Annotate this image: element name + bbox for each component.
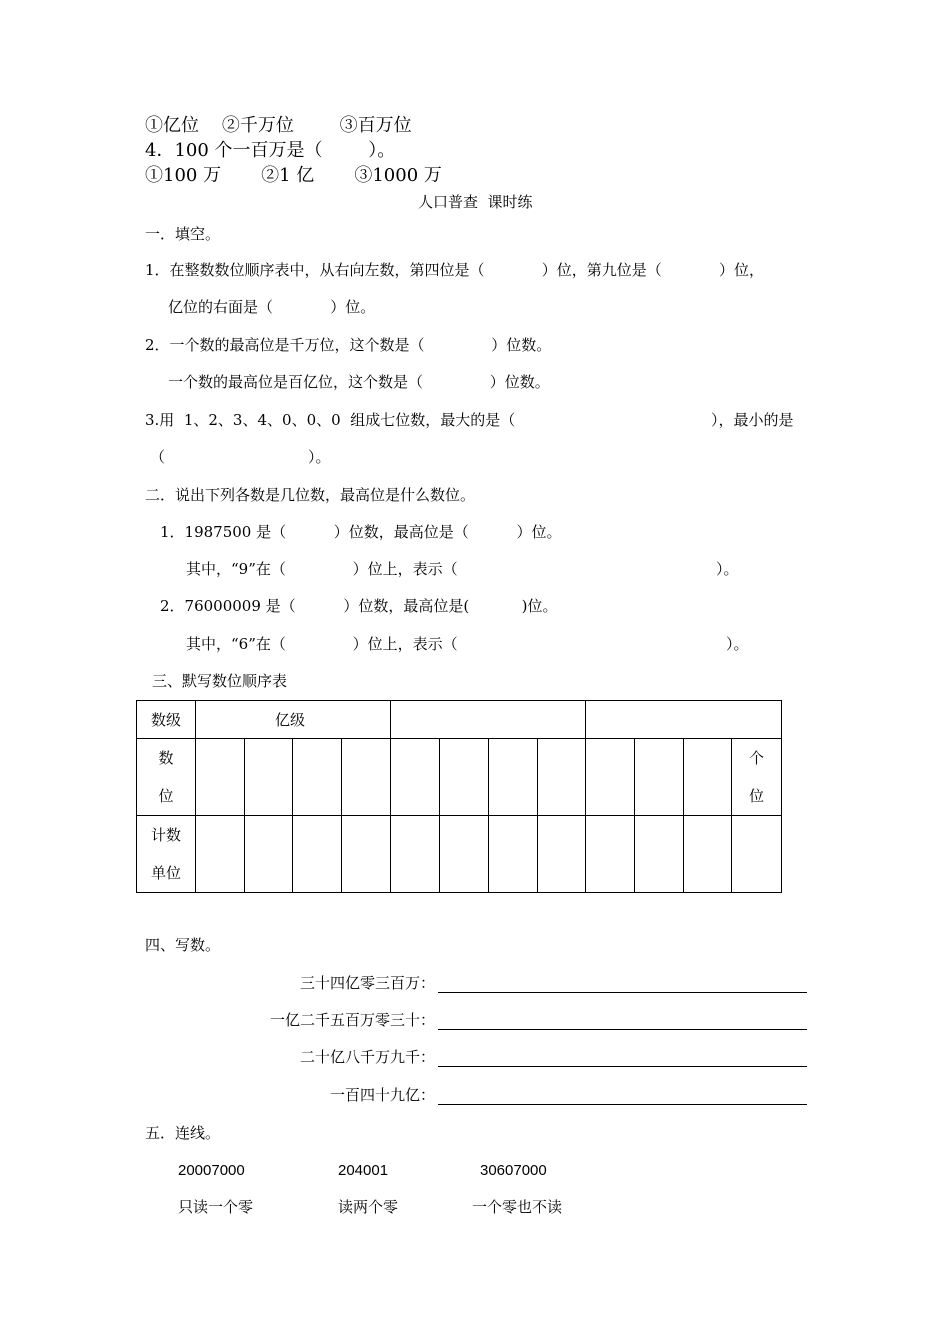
table-cell[interactable]: [489, 816, 538, 893]
answer-line-4[interactable]: [438, 1104, 807, 1105]
table-cell[interactable]: [391, 739, 440, 816]
place-value-table: [136, 700, 782, 893]
s1-q2-line2: 一个数的最高位是百亿位，这个数是（ ）位数。: [168, 373, 550, 391]
table-cell[interactable]: [538, 739, 586, 816]
section-4-heading: 四、写数。: [145, 936, 221, 954]
table-cell[interactable]: [196, 816, 245, 893]
s2-q2-line2-end: ）。: [726, 635, 749, 653]
write-number-prompt-4: 一百四十九亿：: [329, 1086, 435, 1104]
answer-line-3[interactable]: [438, 1066, 807, 1067]
page-title: 人口普查 课时练: [418, 193, 533, 211]
s1-q2-line1: 2．一个数的最高位是千万位，这个数是（ ）位数。: [145, 336, 552, 354]
choice-line-1: ①亿位 ②千万位 ③百万位: [145, 115, 412, 136]
table-cell-label: 数级: [137, 701, 196, 739]
match-label-2[interactable]: 读两个零: [338, 1198, 399, 1216]
table-cell[interactable]: [684, 739, 732, 816]
section-2-heading: 二．说出下列各数是几位数，最高位是什么数位。: [145, 486, 476, 504]
table-cell[interactable]: [293, 739, 342, 816]
write-number-prompt-1: 三十四亿零三百万：: [299, 974, 435, 992]
s1-q3-line2: （ ）。: [150, 448, 331, 466]
table-cell-label: 数 位: [137, 739, 196, 816]
s2-q1-line2-end: ）。: [716, 560, 739, 578]
question-4: 4．100 个一百万是（ ）。: [145, 140, 396, 161]
table-cell[interactable]: [342, 816, 391, 893]
s1-q1-line1: 1．在整数数位顺序表中，从右向左数，第四位是（ ）位，第九位是（ ）位，: [145, 261, 764, 279]
section-5-heading: 五．连线。: [145, 1124, 221, 1142]
match-number-1[interactable]: 20007000: [178, 1162, 245, 1179]
table-cell[interactable]: [635, 816, 684, 893]
choice-line-2: ①100 万 ②1 亿 ③1000 万: [145, 165, 442, 186]
match-label-1[interactable]: 只读一个零: [178, 1198, 254, 1216]
table-cell[interactable]: [342, 739, 391, 816]
answer-line-1[interactable]: [438, 992, 807, 993]
table-cell[interactable]: [245, 816, 293, 893]
table-cell[interactable]: [732, 816, 782, 893]
s1-q3-line1-end: ），最小的是: [711, 411, 794, 429]
match-number-2[interactable]: 204001: [338, 1162, 389, 1179]
table-cell-ge-level[interactable]: [586, 701, 782, 739]
table-cell-wan-level[interactable]: [391, 701, 586, 739]
s2-q1-line1: 1．1987500 是（ ）位数，最高位是（ ）位。: [160, 523, 562, 541]
table-row-places: [137, 739, 782, 816]
write-number-prompt-2: 一亿二千五百万零三十：: [269, 1011, 435, 1029]
table-cell-ones-place: 个 位: [732, 739, 782, 816]
s1-q3-line1: 3.用 1、2、3、4、0、0、0 组成七位数，最大的是（: [145, 411, 516, 429]
table-cell[interactable]: [538, 816, 586, 893]
match-number-3[interactable]: 30607000: [480, 1162, 547, 1179]
table-cell[interactable]: [391, 816, 440, 893]
table-cell[interactable]: [440, 739, 489, 816]
table-cell-yi-level[interactable]: 亿级: [196, 701, 391, 739]
table-cell-label: 计数 单位: [137, 816, 196, 893]
table-cell[interactable]: [684, 816, 732, 893]
table-cell[interactable]: [489, 739, 538, 816]
section-1-heading: 一．填空。: [145, 225, 221, 243]
match-label-3[interactable]: 一个零也不读: [472, 1198, 563, 1216]
s2-q2-line1: 2．76000009 是（ ）位数，最高位是( )位。: [160, 597, 558, 615]
table-cell[interactable]: [635, 739, 684, 816]
table-row-levels: [137, 701, 782, 739]
answer-line-2[interactable]: [438, 1029, 807, 1030]
table-cell[interactable]: [245, 739, 293, 816]
section-3-heading: 三、默写数位顺序表: [152, 672, 288, 690]
table-cell[interactable]: [440, 816, 489, 893]
s2-q2-line2: 其中，“6”在（ ）位上，表示（: [186, 635, 458, 653]
table-cell[interactable]: [196, 739, 245, 816]
s1-q1-line2: 亿位的右面是（ ）位。: [168, 298, 376, 316]
table-row-units: [137, 816, 782, 893]
table-cell[interactable]: [586, 739, 635, 816]
table-cell[interactable]: [586, 816, 635, 893]
table-cell[interactable]: [293, 816, 342, 893]
write-number-prompt-3: 二十亿八千万九千：: [299, 1048, 435, 1066]
s2-q1-line2: 其中，“9”在（ ）位上，表示（: [186, 560, 458, 578]
